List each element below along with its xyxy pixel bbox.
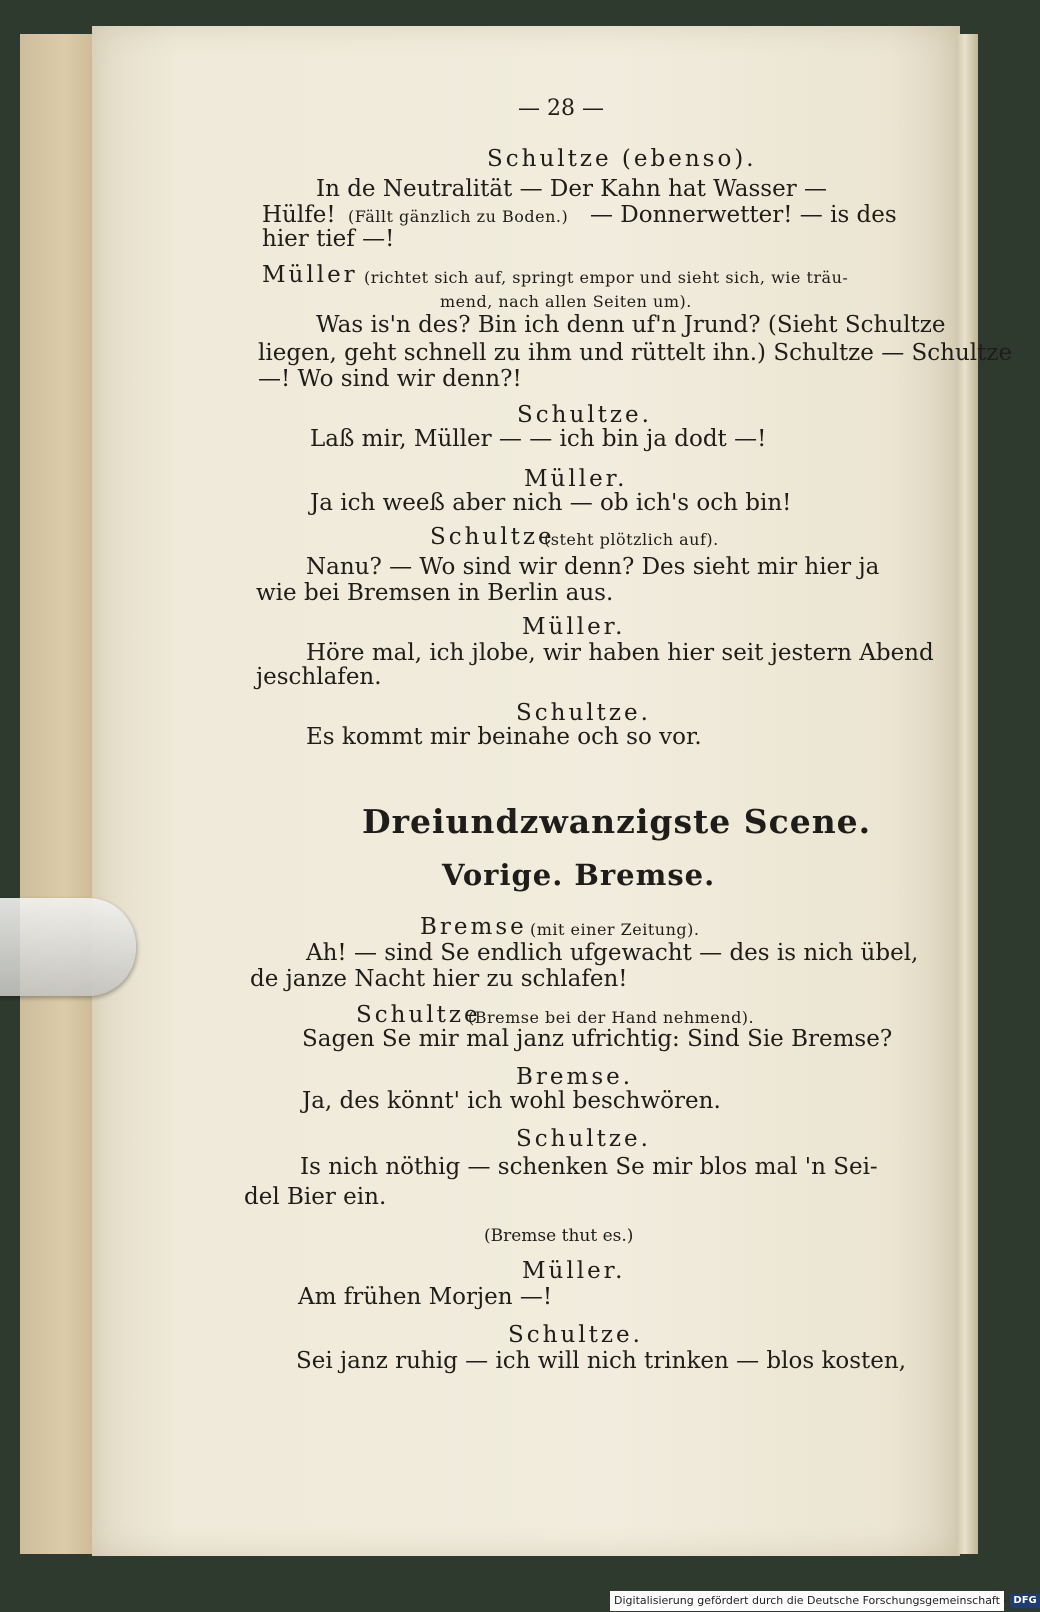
text-line: Nanu? — Wo sind wir denn? Des sieht mir hier ja [306, 554, 880, 580]
text-line: Is nich nöthig — schenken Se mir blos mal 'n Sei- [300, 1154, 878, 1180]
text-line: Es kommt mir beinahe och so vor. [306, 724, 702, 750]
stage-direction: mend, nach allen Seiten um). [440, 292, 692, 311]
stage-direction: (richtet sich auf, springt empor und sieht sich, wie träu- [364, 268, 849, 287]
text-line: jeschlafen. [256, 664, 382, 690]
speaker-name: Schultze. [517, 402, 652, 428]
stage-direction: (steht plötzlich auf). [544, 530, 719, 549]
text-line: Höre mal, ich jlobe, wir haben hier seit jestern Abend [306, 640, 934, 666]
text-line: liegen, geht schnell zu ihm und rüttelt ihn.) Schultze — Schultze [258, 340, 1013, 366]
text-line: Sei janz ruhig — ich will nich trinken — blos kosten, [296, 1348, 907, 1374]
text-line: Laß mir, Müller — — ich bin ja dodt —! [310, 426, 767, 452]
text-line: — Donnerwetter! — is des [590, 202, 897, 228]
speaker-name: Müller. [522, 1258, 626, 1284]
speaker-name: Schultze [356, 1002, 481, 1028]
text-line: Ja, des könnt' ich wohl beschwören. [302, 1088, 721, 1114]
text-line: Was is'n des? Bin ich denn uf'n Jrund? (Sieht Schultze [316, 312, 946, 338]
page-number: — 28 — [518, 96, 604, 121]
scene-title: Dreiundzwanzigste Scene. [362, 802, 872, 841]
speaker-name: Müller [262, 262, 358, 288]
stage-direction: (Bremse bei der Hand nehmend). [468, 1008, 755, 1027]
text-line: wie bei Bremsen in Berlin aus. [256, 580, 614, 606]
speaker-name: Müller. [522, 614, 626, 640]
text-line: Hülfe! [262, 202, 336, 228]
text-line: del Bier ein. [244, 1184, 387, 1210]
speaker-name: Bremse [420, 914, 527, 940]
text-line: In de Neutralität — Der Kahn hat Wasser — [316, 176, 828, 202]
speaker-line: Schultze (ebenso). [487, 146, 757, 172]
speaker-name: Bremse. [516, 1064, 634, 1090]
stage-direction: (Bremse thut es.) [484, 1226, 634, 1246]
scene-cast: Vorige. Bremse. [442, 858, 716, 892]
book-board-left [20, 34, 100, 1554]
text-line: hier tief —! [262, 226, 395, 252]
page-clip [0, 898, 136, 996]
footer-text: Digitalisierung gefördert durch die Deutsche Forschungsgemeinschaft - [614, 1594, 1008, 1607]
text-line: Ja ich weeß aber nich — ob ich's och bin! [310, 490, 792, 516]
speaker-name: Schultze. [508, 1322, 643, 1348]
page-edge-right [956, 34, 978, 1554]
text-line: Am frühen Morjen —! [298, 1284, 553, 1310]
stage-direction: (mit einer Zeitung). [530, 920, 700, 939]
speaker-name: Schultze [430, 524, 555, 550]
text-line: —! Wo sind wir denn?! [258, 366, 522, 392]
speaker-name: Müller. [524, 466, 628, 492]
speaker-name: Schultze. [516, 1126, 651, 1152]
text-line: Sagen Se mir mal janz ufrichtig: Sind Sie Bremse? [302, 1026, 893, 1052]
speaker-name: Schultze. [516, 700, 651, 726]
stage-direction: (Fällt gänzlich zu Boden.) [348, 207, 569, 226]
text-line: de janze Nacht hier zu schlafen! [250, 966, 628, 992]
text-line: Ah! — sind Se endlich ufgewacht — des is nich übel, [306, 940, 919, 966]
digitization-footer [610, 1591, 1037, 1611]
dfg-logo: DFG [1010, 1594, 1039, 1608]
